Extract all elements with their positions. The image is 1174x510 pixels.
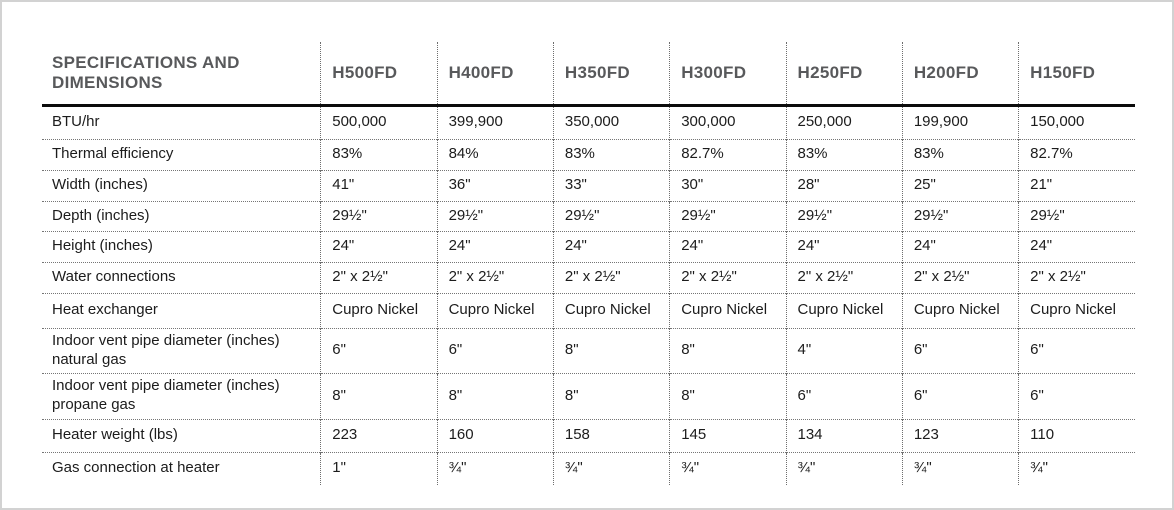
spec-value: 24"	[553, 231, 669, 262]
spec-value: Cupro Nickel	[321, 293, 437, 328]
spec-value: 84%	[437, 139, 553, 170]
table-row	[42, 419, 1135, 452]
spec-value: 1"	[321, 452, 437, 485]
spec-value: 29½"	[1019, 201, 1135, 231]
spec-value: 25"	[902, 170, 1018, 201]
spec-value: ¾"	[902, 452, 1018, 485]
spec-value: 2" x 2½"	[437, 262, 553, 293]
column-header-h300fd: H300FD	[670, 42, 786, 105]
spec-value: 2" x 2½"	[553, 262, 669, 293]
table-row	[42, 231, 1135, 262]
spec-value: 83%	[321, 139, 437, 170]
spec-value: 82.7%	[1019, 139, 1135, 170]
spec-value: 83%	[786, 139, 902, 170]
spec-value: Cupro Nickel	[670, 293, 786, 328]
column-header-h150fd: H150FD	[1019, 42, 1135, 105]
spec-value: 6"	[786, 373, 902, 419]
spec-value: Cupro Nickel	[786, 293, 902, 328]
spec-value: 24"	[437, 231, 553, 262]
spec-value: 8"	[437, 373, 553, 419]
spec-value: 29½"	[786, 201, 902, 231]
spec-value: 500,000	[321, 105, 437, 139]
spec-value: 8"	[670, 373, 786, 419]
spec-value: 24"	[1019, 231, 1135, 262]
column-header-h250fd: H250FD	[786, 42, 902, 105]
table-row	[42, 105, 1135, 139]
spec-label: Height (inches)	[52, 237, 153, 255]
column-header-h500fd: H500FD	[321, 42, 437, 105]
spec-value: 2" x 2½"	[1019, 262, 1135, 293]
spec-label: Indoor vent pipe diameter (inches) natural gas	[52, 331, 280, 368]
spec-value: 6"	[1019, 328, 1135, 373]
spec-label: Depth (inches)	[52, 206, 150, 224]
spec-value: 123	[902, 419, 1018, 452]
spec-value: Cupro Nickel	[437, 293, 553, 328]
spec-value: 83%	[902, 139, 1018, 170]
spec-value: 6"	[321, 328, 437, 373]
spec-label: Indoor vent pipe diameter (inches) propane gas	[52, 377, 280, 413]
spec-value: Cupro Nickel	[902, 293, 1018, 328]
spec-value: 300,000	[670, 105, 786, 139]
spec-value: 223	[321, 419, 437, 452]
table-row	[42, 170, 1135, 201]
spec-value: 33"	[553, 170, 669, 201]
spec-value: 24"	[321, 231, 437, 262]
spec-value: 199,900	[902, 105, 1018, 139]
column-header-h200fd: H200FD	[902, 42, 1018, 105]
spec-value: ¾"	[670, 452, 786, 485]
spec-value: 6"	[437, 328, 553, 373]
spec-value: 29½"	[670, 201, 786, 231]
column-header-h400fd: H400FD	[437, 42, 553, 105]
spec-value: 250,000	[786, 105, 902, 139]
spec-label: Heater weight (lbs)	[52, 426, 178, 444]
spec-value: 29½"	[321, 201, 437, 231]
spec-value: 110	[1019, 419, 1135, 452]
spec-value: ¾"	[437, 452, 553, 485]
spec-value: 2" x 2½"	[670, 262, 786, 293]
spec-value: 8"	[553, 373, 669, 419]
spec-value: 29½"	[553, 201, 669, 231]
table-row	[42, 452, 1135, 485]
spec-value: 29½"	[902, 201, 1018, 231]
spec-value: 2" x 2½"	[786, 262, 902, 293]
spec-value: 24"	[670, 231, 786, 262]
spec-value: ¾"	[1019, 452, 1135, 485]
spec-value: 350,000	[553, 105, 669, 139]
table-row	[42, 293, 1135, 328]
spec-label: Thermal efficiency	[52, 145, 174, 163]
table-row	[42, 373, 1135, 419]
spec-rows	[42, 105, 1135, 485]
spec-value: 6"	[902, 328, 1018, 373]
specifications-table	[42, 42, 1135, 485]
spec-value: 145	[670, 419, 786, 452]
spec-value: 2" x 2½"	[902, 262, 1018, 293]
spec-value: 158	[553, 419, 669, 452]
spec-value: 21"	[1019, 170, 1135, 201]
spec-value: Cupro Nickel	[553, 293, 669, 328]
spec-value: 399,900	[437, 105, 553, 139]
spec-value: 2" x 2½"	[321, 262, 437, 293]
spec-value: 6"	[1019, 373, 1135, 419]
spec-value: 36"	[437, 170, 553, 201]
spec-label: Water connections	[52, 268, 176, 286]
table-row	[42, 201, 1135, 231]
spec-value: 28"	[786, 170, 902, 201]
table-row	[42, 328, 1135, 373]
spec-value: 24"	[902, 231, 1018, 262]
spec-value: 4"	[786, 328, 902, 373]
spec-value: 30"	[670, 170, 786, 201]
spec-value: 8"	[321, 373, 437, 419]
spec-value: ¾"	[553, 452, 669, 485]
spec-label: Width (inches)	[52, 176, 148, 194]
spec-value: ¾"	[786, 452, 902, 485]
table-row	[42, 262, 1135, 293]
spec-value: Cupro Nickel	[1019, 293, 1135, 328]
header-row	[42, 42, 1135, 105]
spec-value: 8"	[670, 328, 786, 373]
spec-value: 83%	[553, 139, 669, 170]
table-title: SPECIFICATIONS AND DIMENSIONS	[42, 42, 321, 105]
table-row	[42, 139, 1135, 170]
spec-value: 29½"	[437, 201, 553, 231]
spec-value: 6"	[902, 373, 1018, 419]
spec-value: 8"	[553, 328, 669, 373]
spec-label: Heat exchanger	[52, 301, 158, 319]
spec-label: Gas connection at heater	[52, 459, 220, 477]
spec-value: 160	[437, 419, 553, 452]
spec-value: 24"	[786, 231, 902, 262]
column-header-h350fd: H350FD	[553, 42, 669, 105]
spec-value: 82.7%	[670, 139, 786, 170]
spec-label: BTU/hr	[52, 113, 100, 131]
spec-value: 150,000	[1019, 105, 1135, 139]
spec-value: 134	[786, 419, 902, 452]
spec-value: 41"	[321, 170, 437, 201]
